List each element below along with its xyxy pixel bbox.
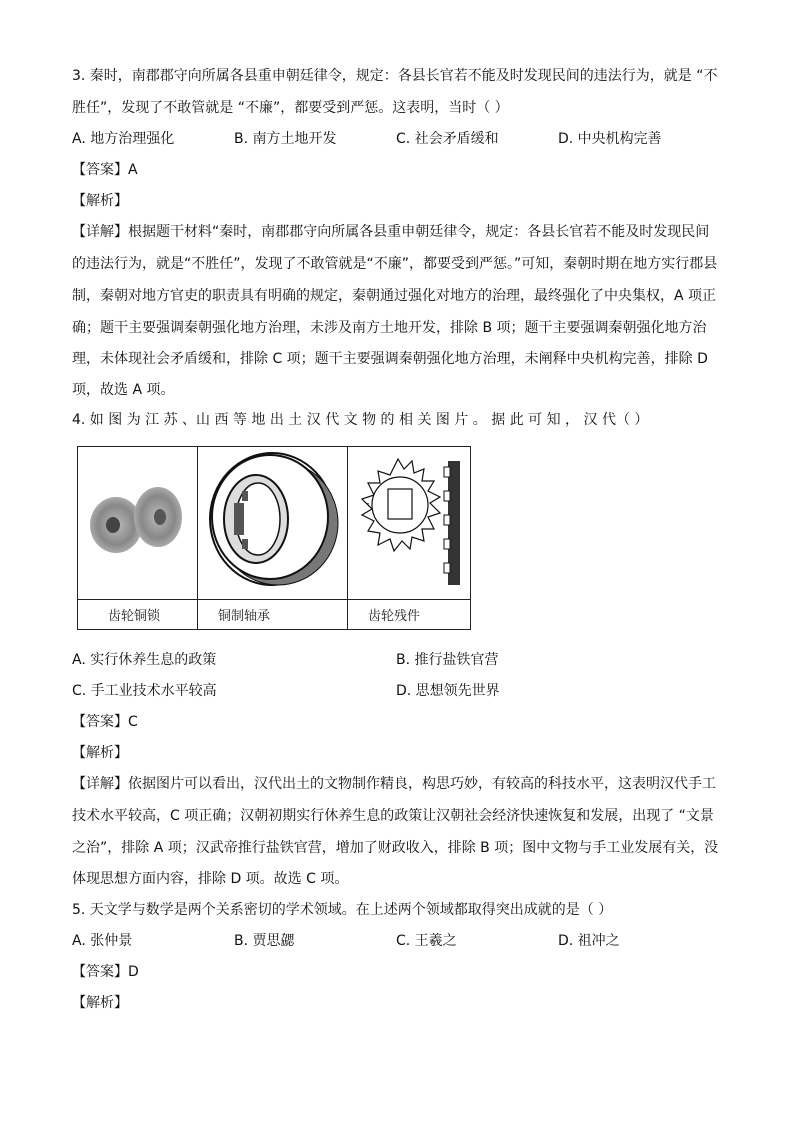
gear-lock-image bbox=[78, 447, 196, 597]
q3-analysis-label: 【解析】 bbox=[72, 193, 128, 209]
gear-fragment-image bbox=[348, 447, 470, 597]
q4-option-d: D. 思想领先世界 bbox=[396, 683, 500, 699]
q3-detail-line: 制，秦朝对地方官吏的职责具有明确的规定，秦朝通过强化对地方的治理，最终强化了中央集权，A 项正 bbox=[72, 288, 717, 304]
caption-gear-lock: 齿轮铜锁 bbox=[108, 609, 161, 624]
bearing-panel bbox=[198, 447, 348, 629]
caption-divider bbox=[78, 599, 470, 600]
q4-detail-line: 技术水平较高，C 项正确；汉朝初期实行休养生息的政策让汉朝社会经济快速恢复和发展，出现了 “文景 bbox=[72, 808, 714, 824]
bearing-image bbox=[198, 447, 346, 597]
q5-option-b: B. 贾思勰 bbox=[234, 933, 295, 949]
q3-option-c: C. 社会矛盾缓和 bbox=[396, 131, 499, 147]
q5-option-a: A. 张仲景 bbox=[72, 933, 133, 949]
q3-stem-line2: 胜任”，发现了不敢管就是 “不廉”，都要受到严惩。这表明，当时（ ） bbox=[72, 100, 509, 116]
q4-option-b: B. 推行盐铁官营 bbox=[396, 652, 499, 668]
q3-detail-line: 理，未体现社会矛盾缓和，排除 C 项；题干主要强调秦朝强化地方治理，未阐释中央机构完善，排除 D bbox=[72, 351, 708, 367]
q3-detail-line: 的违法行为，就是“不胜任”，发现了不敢管就是“不廉”，都要受到严惩。”可知，秦朝时期在地方实行郡县 bbox=[72, 256, 718, 272]
q4-answer: 【答案】C bbox=[72, 714, 138, 730]
q3-detail-line: 项，故选 A 项。 bbox=[72, 382, 175, 398]
q4-stem: 4. 如 图 为 江 苏 、山 西 等 地 出 土 汉 代 文 物 的 相 关 图 片 。 据 此 可 知 ， 汉 代（ ） bbox=[72, 412, 649, 428]
gear-lock-panel bbox=[78, 447, 198, 629]
q3-detail-line: 确；题干主要强调秦朝强化地方治理，未涉及南方土地开发，排除 B 项；题干主要强调秦朝强化地方治 bbox=[72, 320, 707, 336]
q3-option-b: B. 南方土地开发 bbox=[234, 131, 337, 147]
q3-stem-line1: 3. 秦时，南郡郡守向所属各县重申朝廷律令，规定：各县长官若不能及时发现民间的违法行为，就是 “不 bbox=[72, 68, 718, 84]
q3-answer: 【答案】A bbox=[72, 162, 138, 178]
q4-detail-line: 体现思想方面内容，排除 D 项。故选 C 项。 bbox=[72, 871, 349, 887]
q5-stem: 5. 天文学与数学是两个关系密切的学术领域。在上述两个领域都取得突出成就的是（ ） bbox=[72, 902, 613, 918]
q5-option-d: D. 祖冲之 bbox=[558, 933, 620, 949]
q3-option-d: D. 中央机构完善 bbox=[558, 131, 662, 147]
gear-fragment-panel bbox=[348, 447, 470, 629]
q3-option-a: A. 地方治理强化 bbox=[72, 131, 175, 147]
q4-option-c: C. 手工业技术水平较高 bbox=[72, 683, 217, 699]
q5-answer: 【答案】D bbox=[72, 964, 139, 980]
caption-gear-fragment: 齿轮残件 bbox=[368, 609, 421, 624]
q4-detail-line: 【详解】依据图片可以看出，汉代出土的文物制作精良，构思巧妙，有较高的科技水平，这表明汉代手工 bbox=[72, 776, 716, 792]
q4-analysis-label: 【解析】 bbox=[72, 745, 128, 761]
q5-option-c: C. 王羲之 bbox=[396, 933, 457, 949]
q3-detail-line: 【详解】根据题干材料“秦时，南郡郡守向所属各县重申朝廷律令，规定：各县长官若不能及时发现民间 bbox=[72, 224, 710, 240]
q4-detail-line: 之治”，排除 A 项；汉武帝推行盐铁官营，增加了财政收入，排除 B 项；图中文物与手工业发展有关，没 bbox=[72, 840, 719, 856]
caption-bearing: 铜制轴承 bbox=[218, 609, 271, 624]
q4-option-a: A. 实行休养生息的政策 bbox=[72, 652, 217, 668]
q5-analysis-label: 【解析】 bbox=[72, 995, 128, 1011]
artifact-figure bbox=[77, 446, 471, 630]
